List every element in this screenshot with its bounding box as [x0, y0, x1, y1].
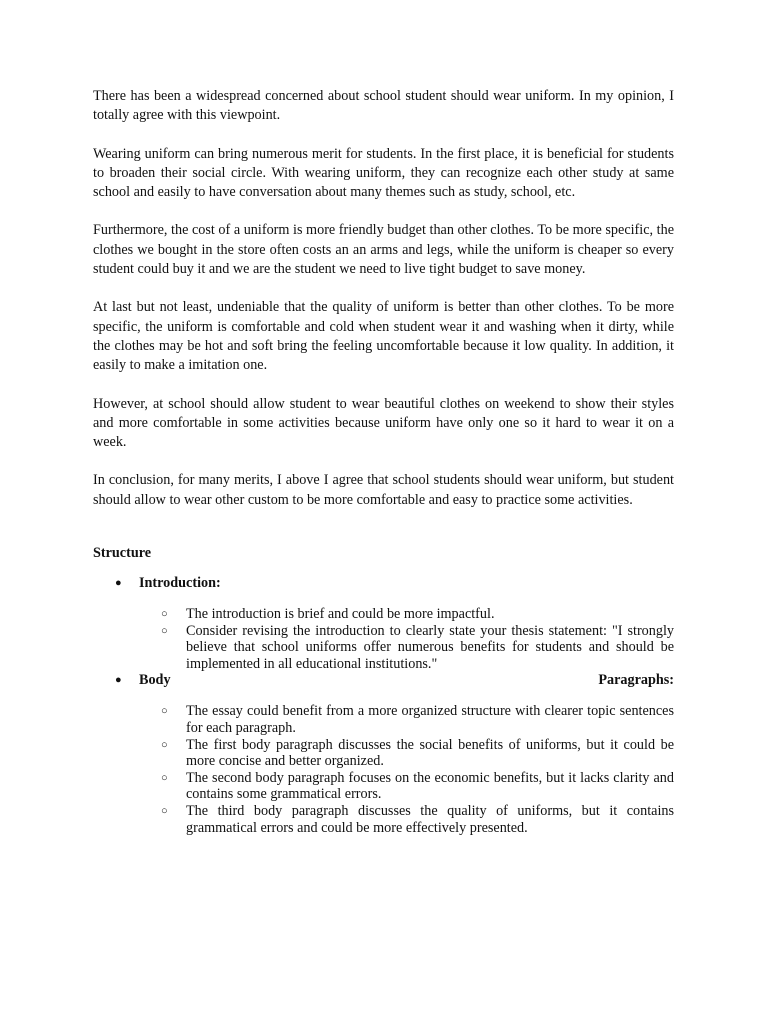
sub-bullet-circle: ○: [161, 608, 168, 621]
introduction-item-text: The introduction is brief and could be more impactful.: [186, 606, 495, 623]
body-paragraphs-bullet: [93, 672, 674, 689]
sub-bullet-circle: ○: [161, 738, 168, 751]
introduction-sublist: [93, 606, 674, 672]
essay-paragraph-intro: There has been a widespread concerned about school student should wear uniform. In my opinion, I totally agree with this viewpoint.: [93, 88, 674, 124]
sub-bullet-circle: ○: [161, 771, 168, 784]
document-page: [93, 87, 674, 836]
body-item-text: The second body paragraph focuses on the economic benefits, but it lacks clarity and contains some grammatical errors.: [186, 769, 674, 803]
list-item: [93, 703, 674, 736]
sub-bullet-circle: ○: [161, 705, 168, 718]
body-paragraphs-label: [139, 672, 674, 689]
body-label-right: Paragraphs:: [598, 672, 674, 689]
introduction-label: Introduction:: [139, 575, 221, 592]
list-item: [93, 623, 674, 673]
essay-paragraph-conclusion: In conclusion, for many merits, I above I agree that school students should wear uniform, but student should allow to wear other custom to be more comfortable and easy to practice some activities.: [93, 472, 674, 508]
feedback-introduction-section: [93, 575, 674, 672]
list-item: [93, 737, 674, 770]
introduction-item-text: Consider revising the introduction to clearly state your thesis statement: "I strongly believe that school uniforms offer numerous benefits for students and should be implemented in all educational institutions.": [186, 622, 674, 672]
body-label-left: Body: [139, 672, 171, 689]
feedback-heading: Structure: [93, 545, 152, 562]
list-item: [93, 803, 674, 836]
essay-paragraph-social: Wearing uniform can bring numerous merit for students. In the first place, it is beneficial for students to broaden their social circle. With wearing uniform, they can recognize each other study at same school and easily to have conversation about many themes such as study, school, etc.: [93, 145, 674, 201]
bullet-dot: ●: [115, 577, 122, 590]
bullet-dot: ●: [115, 674, 122, 687]
introduction-bullet: [93, 575, 674, 592]
body-sublist: [93, 703, 674, 836]
essay-paragraph-quality: At last but not least, undeniable that the quality of uniform is better than other clothes. To be more specific, the uniform is comfortable and cold when student wear it and washing when it dirty, while the clothes may be hot and soft bring the feeling uncomfortable because it low quality. In addition, it easily to make a imitation one.: [93, 299, 674, 374]
feedback-body-section: [93, 672, 674, 836]
essay-paragraph-however: However, at school should allow student to wear beautiful clothes on weekend to show their styles and more comfortable in some activities because uniform have only one so it hard to wear it on a week.: [93, 395, 674, 451]
sub-bullet-circle: ○: [161, 624, 168, 637]
sub-bullet-circle: ○: [161, 804, 168, 817]
essay-paragraph-cost: Furthermore, the cost of a uniform is more friendly budget than other clothes. To be more specific, the clothes we bought in the store often costs an an arms and legs, while the uniform is cheaper so every student could buy it and we are the student we need to live tight budget to save money.: [93, 222, 674, 278]
list-item: [93, 770, 674, 803]
list-item: [93, 606, 674, 623]
body-item-text: The essay could benefit from a more organized structure with clearer topic sentences for each paragraph.: [186, 703, 674, 737]
body-item-text: The first body paragraph discusses the social benefits of uniforms, but it could be more concise and better organized.: [186, 736, 674, 770]
body-item-text: The third body paragraph discusses the quality of uniforms, but it contains grammatical errors and could be more effectively presented.: [186, 802, 674, 836]
